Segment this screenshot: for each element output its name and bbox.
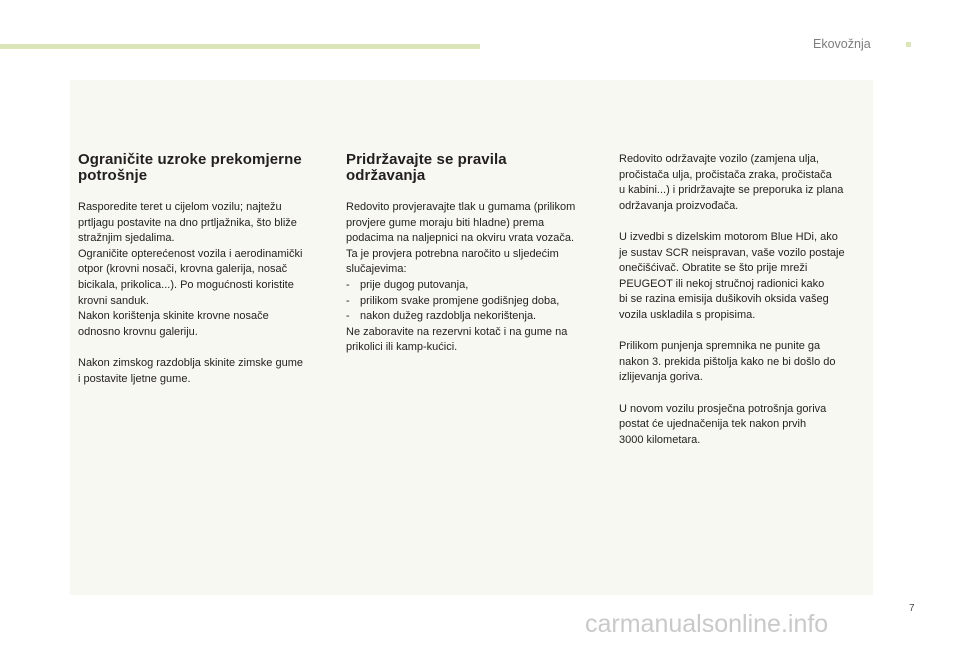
- header-square-marker: [906, 42, 911, 47]
- heading-maintenance: Pridržavajte se pravila održavanja: [346, 151, 507, 184]
- paragraph-new-vehicle: U novom vozilu prosječna potrošnja goriva postat će ujednačenija tek nakon prvih 3000 kilometara.: [619, 402, 827, 446]
- header-accent-bar: [0, 44, 480, 49]
- list-item: - prije dugog putovanja,: [346, 278, 469, 291]
- column-maintenance: [346, 152, 601, 356]
- paragraph-tyre-pressure: Redovito provjeravajte tlak u gumama (prilikom provjere gume moraju biti hladne) prema podacima na naljepnici na okviru vrata vozača. Ta je provjera potrebna naročito u sljedećim slučajevima: - prije dugog putovanja, - prilikom svake promjene godišnjeg doba, - nakon dužeg razdoblja nekorištenja. Ne zaboravite na rezervni kotač i na gume na prikolici ili kamp-kućici.: [346, 200, 601, 356]
- page-number: 7: [909, 603, 915, 614]
- paragraph-service: Redovito održavajte vozilo (zamjena ulja, pročistača ulja, pročistača zraka, pročistača u kabini...) i pridržavajte se preporuka iz plana održavanja proizvođača.: [619, 153, 844, 212]
- paragraph-refuel: Prilikom punjenja spremnika ne punite ga nakon 3. prekida pištolja kako ne bi došlo do izlijevanja goriva.: [619, 340, 836, 384]
- list-item: - nakon dužeg razdoblja nekorištenja.: [346, 310, 537, 323]
- watermark: carmanualsonline.info: [585, 610, 829, 638]
- column-consumption: [78, 152, 328, 387]
- section-title: Ekovožnja: [813, 37, 871, 51]
- list-item: - prilikom svake promjene godišnjeg doba,: [346, 294, 560, 307]
- paragraph-load: Rasporedite teret u cijelom vozilu; najtežu prtljagu postavite na dno prtljažnika, što bliže stražnjim sjedalima. Ograničite opterećenost vozila i aerodinamički otpor (krovni nosači, krovna galerija, nosač bicikala, prikolica...). Po mogućnosti koristite krovni sanduk. Nakon korištenja skinite krovne nosače odnosno krovnu galeriju.: [78, 201, 303, 338]
- paragraph-tyres: Nakon zimskog razdoblja skinite zimske gume i postavite ljetne gume.: [78, 356, 303, 385]
- column-service: [619, 152, 869, 448]
- paragraph-scr: U izvedbi s dizelskim motorom Blue HDi, ako je sustav SCR neispravan, vaše vozilo postaje onečišćivač. Obratite se što prije mreži PEUGEOT ili nekoj stručnoj radionici kako bi se razina emisija dušikovih oksida vašeg vozila uskladila s propisima.: [619, 230, 845, 321]
- heading-consumption: Ograničite uzroke prekomjerne potrošnje: [78, 151, 302, 184]
